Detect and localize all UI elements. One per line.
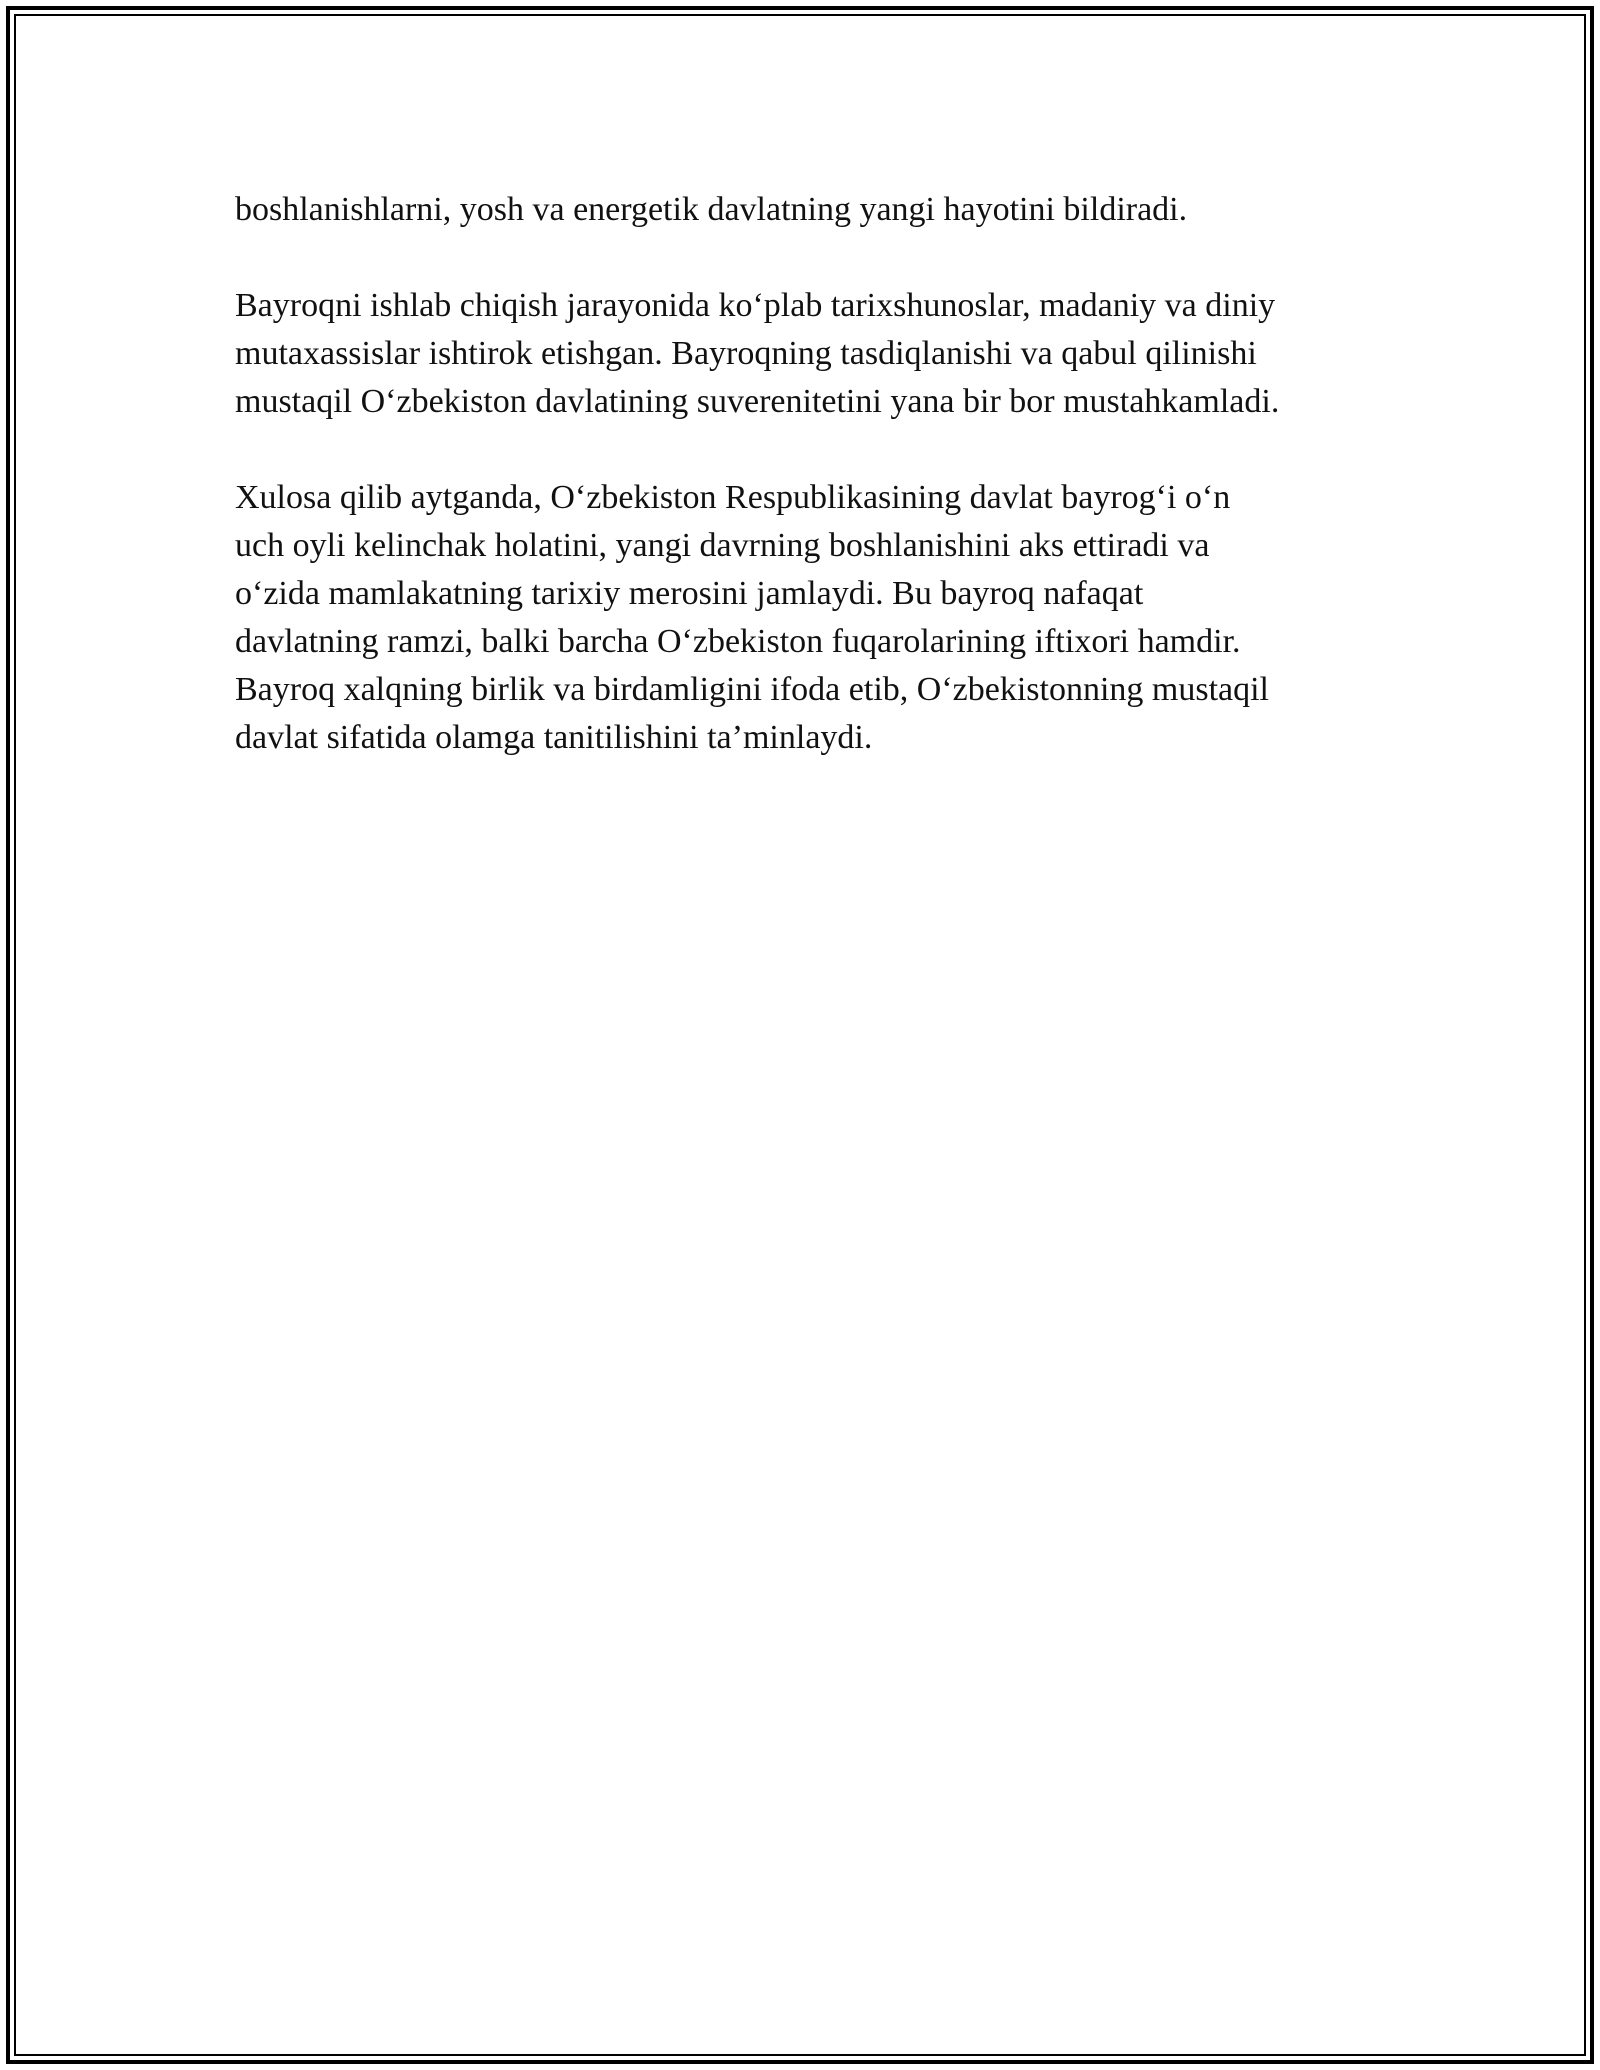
text-line: boshlanishlarni, yosh va energetik davlatning yangi hayotini bildiradi. xyxy=(235,191,1188,228)
document-body xyxy=(235,186,1385,810)
paragraph-2 xyxy=(235,282,1385,426)
text-line: mutaxassislar ishtirok etishgan. Bayroqning tasdiqlanishi va qabul qilinishi xyxy=(235,335,1257,372)
text-line: davlatning ramzi, balki barcha O‘zbekiston fuqarolarining iftixori hamdir. xyxy=(235,623,1241,660)
text-line: davlat sifatida olamga tanitilishini ta’minlaydi. xyxy=(235,719,873,756)
paragraph-1 xyxy=(235,186,1385,234)
text-line: Xulosa qilib aytganda, O‘zbekiston Respublikasining davlat bayrog‘i o‘n xyxy=(235,479,1231,516)
text-line: uch oyli kelinchak holatini, yangi davrning boshlanishini aks ettiradi va xyxy=(235,527,1210,564)
text-line: o‘zida mamlakatning tarixiy merosini jamlaydi. Bu bayroq nafaqat xyxy=(235,575,1144,612)
text-line: mustaqil O‘zbekiston davlatining suverenitetini yana bir bor mustahkamladi. xyxy=(235,383,1280,420)
text-line: Bayroq xalqning birlik va birdamligini ifoda etib, O‘zbekistonning mustaqil xyxy=(235,671,1269,708)
text-line: Bayroqni ishlab chiqish jarayonida ko‘plab tarixshunoslar, madaniy va diniy xyxy=(235,287,1276,324)
paragraph-3 xyxy=(235,474,1385,762)
